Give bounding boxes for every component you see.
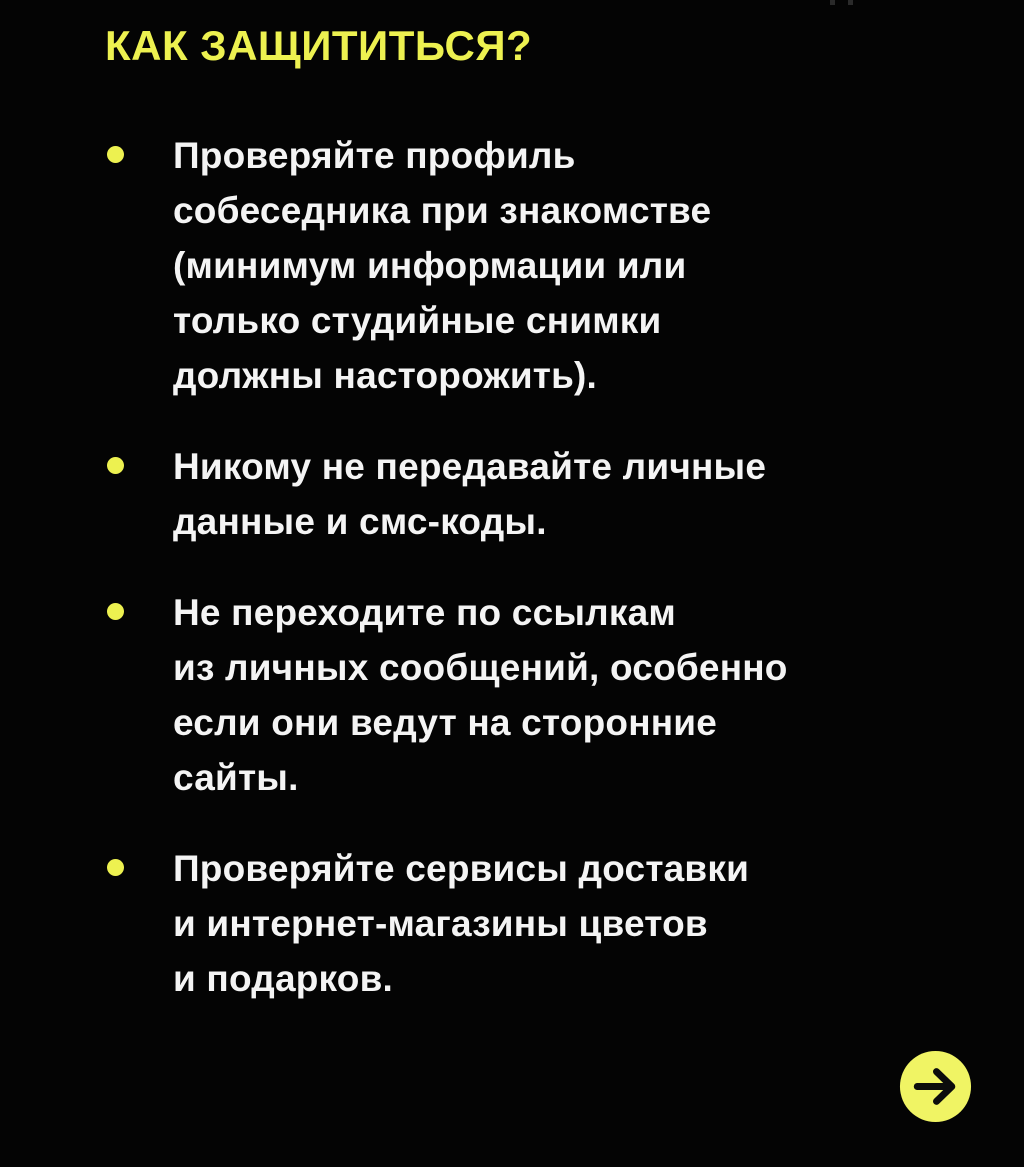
tips-list [0,128,1024,1006]
arrow-right-circle-icon [899,1050,972,1123]
tip-text: Не переходите по ссылкам из личных сообщений, особенно если они ведут на сторонние сайты. [173,592,788,798]
bullet-dot-icon [107,859,124,876]
tip-text: Проверяйте сервисы доставки и интернет-магазины цветов и подарков. [173,848,750,999]
page-title: КАК ЗАЩИТИТЬСЯ? [105,22,533,69]
bullet-dot-icon [107,146,124,163]
tip-text: Проверяйте профиль собеседника при знакомстве (минимум информации или только студийные снимки должны насторожить). [173,135,712,396]
tip-text: Никому не передавайте личные данные и смс-коды. [173,446,767,542]
next-slide-button[interactable] [899,1050,972,1123]
list-item [105,585,984,805]
list-item [105,439,984,549]
bullet-dot-icon [107,603,124,620]
cropped-glyph-fragment [826,0,860,8]
list-item [105,128,984,403]
bullet-dot-icon [107,457,124,474]
list-item [105,841,984,1006]
